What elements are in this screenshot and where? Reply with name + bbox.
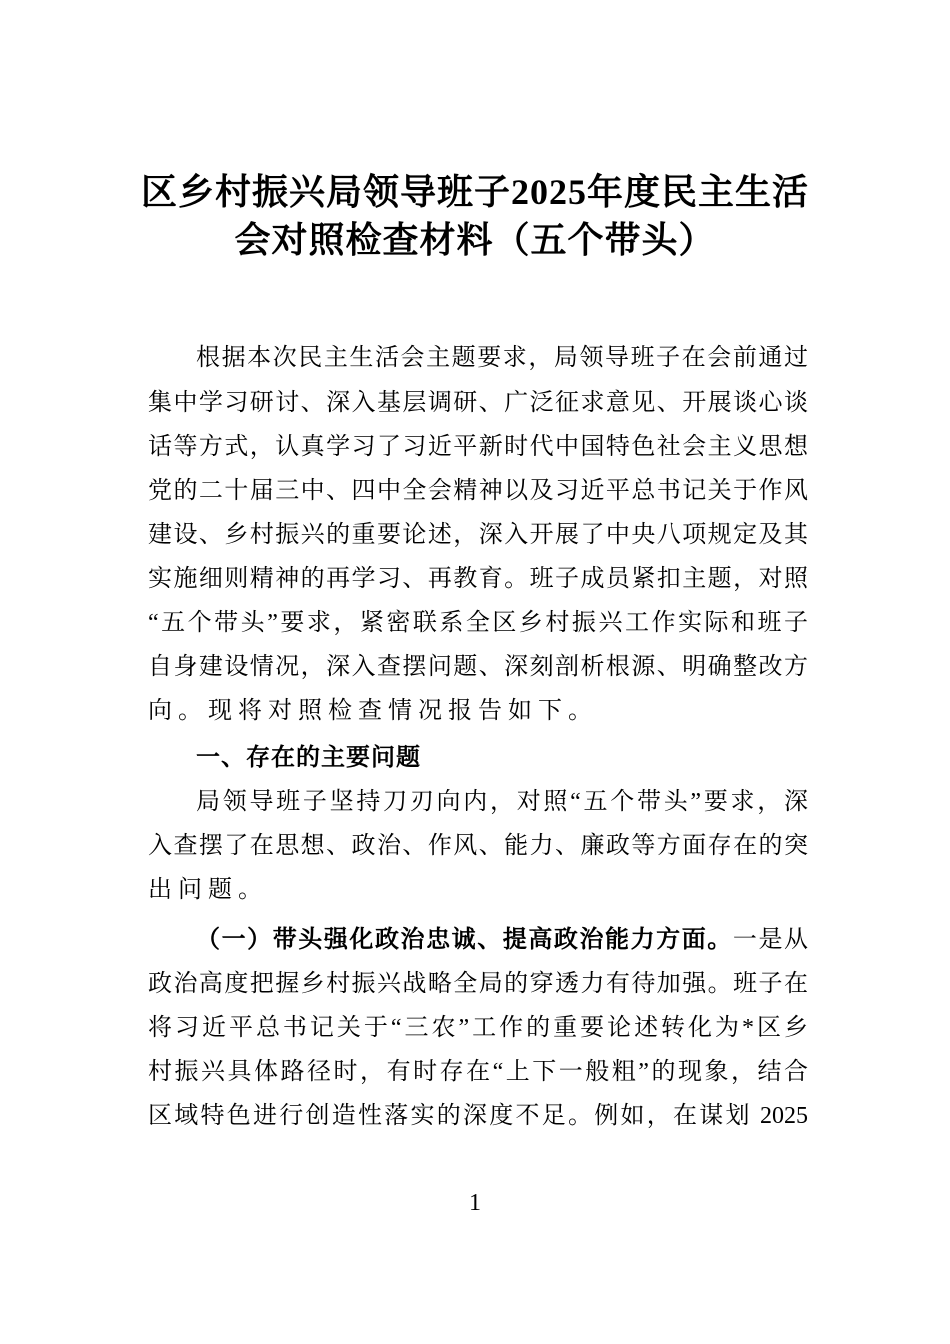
document-title-line-2: 会对照检查材料（五个带头） <box>234 220 716 260</box>
text-span: 一是从 <box>732 927 809 953</box>
document-title-line-1: 区乡村振兴局领导班子2025年度民主生活 <box>140 172 809 212</box>
text-line: 实施细则精神的再学习、再教育。班子成员紧扣主题，对照 <box>148 566 808 592</box>
subsection-lead-line <box>196 925 808 955</box>
text-line: 村振兴具体路径时，有时存在“上下一般粗”的现象，结合 <box>148 1059 808 1085</box>
text-line: 话等方式，认真学习了习近平新时代中国特色社会主义思想 <box>148 434 808 460</box>
text-line: 向。现将对照检查情况报告如下。 <box>148 698 598 724</box>
subsection-heading: （一）带头强化政治忠诚、提高政治能力方面。 <box>196 927 733 953</box>
text-line: 政治高度把握乡村振兴战略全局的穿透力有待加强。班子在 <box>148 971 808 997</box>
text-line: 党的二十届三中、四中全会精神以及习近平总书记关于作风 <box>148 478 808 504</box>
text-line: 集中学习研讨、深入基层调研、广泛征求意见、开展谈心谈 <box>148 390 808 416</box>
text-line: 出问题。 <box>148 877 268 903</box>
page-number: 1 <box>469 1190 481 1216</box>
text-line: 自身建设情况，深入查摆问题、深刻剖析根源、明确整改方 <box>148 654 808 680</box>
text-line: 区域特色进行创造性落实的深度不足。例如，在谋划 2025 <box>148 1103 808 1129</box>
text-line: 入查摆了在思想、政治、作风、能力、廉政等方面存在的突 <box>148 833 808 859</box>
section-heading: 一、存在的主要问题 <box>196 744 421 771</box>
text-line: 局领导班子坚持刀刃向内，对照“五个带头”要求，深 <box>196 789 808 815</box>
text-line: 建设、乡村振兴的重要论述，深入开展了中央八项规定及其 <box>148 522 808 548</box>
text-line: “五个带头”要求，紧密联系全区乡村振兴工作实际和班子 <box>148 610 808 636</box>
text-line: 根据本次民主生活会主题要求，局领导班子在会前通过 <box>196 345 808 371</box>
text-line: 将习近平总书记关于“三农”工作的重要论述转化为*区乡 <box>148 1015 808 1041</box>
